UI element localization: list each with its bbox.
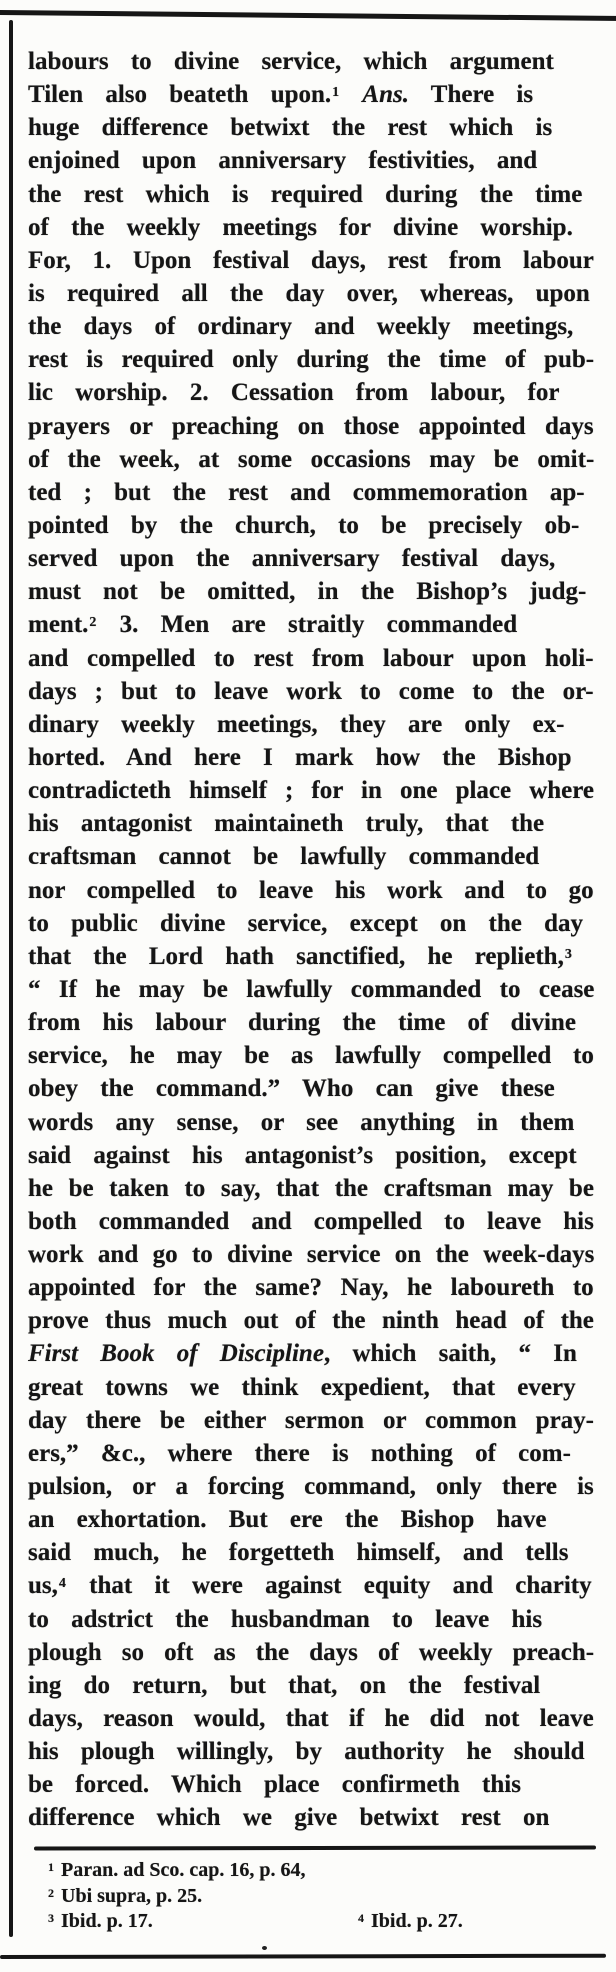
text-line: of the weekly meetings for divine worship. (28, 213, 573, 241)
text-line: said much, he forgetteth himself, and tells (28, 1539, 569, 1567)
text-line: served upon the anniversary festival days, (28, 545, 556, 573)
text-line: days ; but to leave work to come to the or- (28, 677, 594, 705)
text-line: prove thus much out of the ninth head of the (28, 1307, 594, 1335)
text-line: his plough willingly, by authority he should (28, 1738, 585, 1766)
text-line: rest is required only during the time of pub- (28, 346, 595, 374)
text-line: appointed for the same? Nay, he laboureth to (28, 1274, 594, 1302)
top-rule (0, 10, 616, 21)
text-line: huge difference betwixt the rest which is (28, 114, 553, 142)
text-line: pointed by the church, to be precisely ob- (28, 511, 580, 539)
footnote-marker: 1 (48, 1860, 54, 1874)
text-line: work and go to divine service on the week-days (28, 1241, 595, 1269)
footnotes (47, 1858, 463, 1935)
footnote (357, 1909, 463, 1935)
text-line: the rest which is required during the time (28, 180, 583, 208)
page-text (28, 45, 594, 1835)
text-line: difference which we give betwixt rest on (28, 1804, 550, 1832)
text-line: is required all the day over, whereas, upon (28, 279, 590, 307)
text-line: and compelled to rest from labour upon holi- (28, 644, 594, 672)
text-line: from his labour during the time of divine (28, 1009, 576, 1037)
text-line: prayers or preaching on those appointed days (28, 412, 594, 440)
text-line: ing do return, but that, on the festival (28, 1671, 541, 1699)
bottom-rule (0, 1954, 606, 1959)
text-line: that the Lord hath sanctified, he replieth,$^3$ (28, 942, 572, 970)
text-line: dinary weekly meetings, they are only ex- (28, 710, 565, 738)
text-line: enjoined upon anniversary festivities, and (28, 147, 538, 175)
ink-speck (262, 1946, 267, 1950)
text-line: nor compelled to leave his work and to go (28, 876, 594, 904)
footnote-text: Paran. ad Sco. cap. 16, p. 64, (61, 1859, 306, 1881)
text-line: of the week, at some occasions may be omit- (28, 445, 595, 473)
footnote (47, 1884, 305, 1910)
text-line: ers,” &c., where there is nothing of com- (28, 1439, 571, 1467)
footnote-marker: 2 (48, 1885, 54, 1900)
text-line: First Book of Discipline, which saith, “ In (28, 1340, 577, 1368)
text-line: Tilen also beateth upon.$^1$ Ans. There is (28, 81, 534, 109)
text-line: the days of ordinary and weekly meetings, (28, 313, 574, 341)
text-line: he be taken to say, that the craftsman may be (28, 1174, 594, 1202)
footnote-text: Ubi supra, p. 25. (61, 1884, 203, 1907)
text-line: be forced. Which place confirmeth this (28, 1771, 521, 1799)
text-line: to adstrict the husbandman to leave his (28, 1605, 543, 1633)
text-line: contradicteth himself ; for in one place where (28, 777, 595, 805)
text-line: days, reason would, that if he did not leave (28, 1705, 594, 1733)
footnote (47, 1909, 463, 1935)
text-line: to public divine service, except on the day (28, 909, 584, 937)
text-line: said against his antagonist’s position, except (28, 1141, 577, 1169)
text-line: horted. And here I mark how the Bishop (28, 743, 572, 771)
text-line: us,$^4$ that it were against equity and charity (28, 1572, 592, 1600)
footnote (47, 1858, 305, 1884)
text-line: both commanded and compelled to leave his (28, 1207, 594, 1235)
text-line: an exhortation. But ere the Bishop have (28, 1506, 547, 1534)
text-line: lic worship. 2. Cessation from labour, for (28, 379, 560, 407)
text-line: words any sense, or see anything in them (28, 1108, 575, 1136)
footnote-text: Ibid. p. 27. (371, 1910, 463, 1932)
text-line: pulsion, or a forcing command, only there is (28, 1473, 594, 1501)
footnote-text: Ibid. p. 17. (61, 1910, 153, 1932)
text-line: day there be either sermon or common pray- (28, 1406, 595, 1434)
text-line: his antagonist maintaineth truly, that the (28, 810, 545, 838)
text-line: must not be omitted, in the Bishop’s judg- (28, 578, 587, 606)
text-line: obey the command.” Who can give these (28, 1075, 555, 1103)
text-line: plough so oft as the days of weekly preach- (28, 1638, 595, 1666)
text-line: labours to divine service, which argument (28, 48, 554, 75)
text-line: “ If he may be lawfully commanded to cease (28, 975, 595, 1003)
text-line: craftsman cannot be lawfully commanded (28, 843, 540, 871)
footnote-separator-rule (34, 1846, 596, 1850)
footnote-marker: 4 (358, 1911, 364, 1925)
text-line: great towns we think expedient, that every (28, 1373, 576, 1401)
text-line: service, he may be as lawfully compelled to (28, 1042, 594, 1070)
text-line: For, 1. Upon festival days, rest from labour (28, 246, 594, 274)
text-line: ment.$^2$ 3. Men are straitly commanded (28, 611, 518, 639)
left-margin-rule (9, 20, 13, 1937)
text-line: ted ; but the rest and commemoration ap- (28, 478, 585, 506)
footnote-marker: 3 (48, 1911, 54, 1925)
